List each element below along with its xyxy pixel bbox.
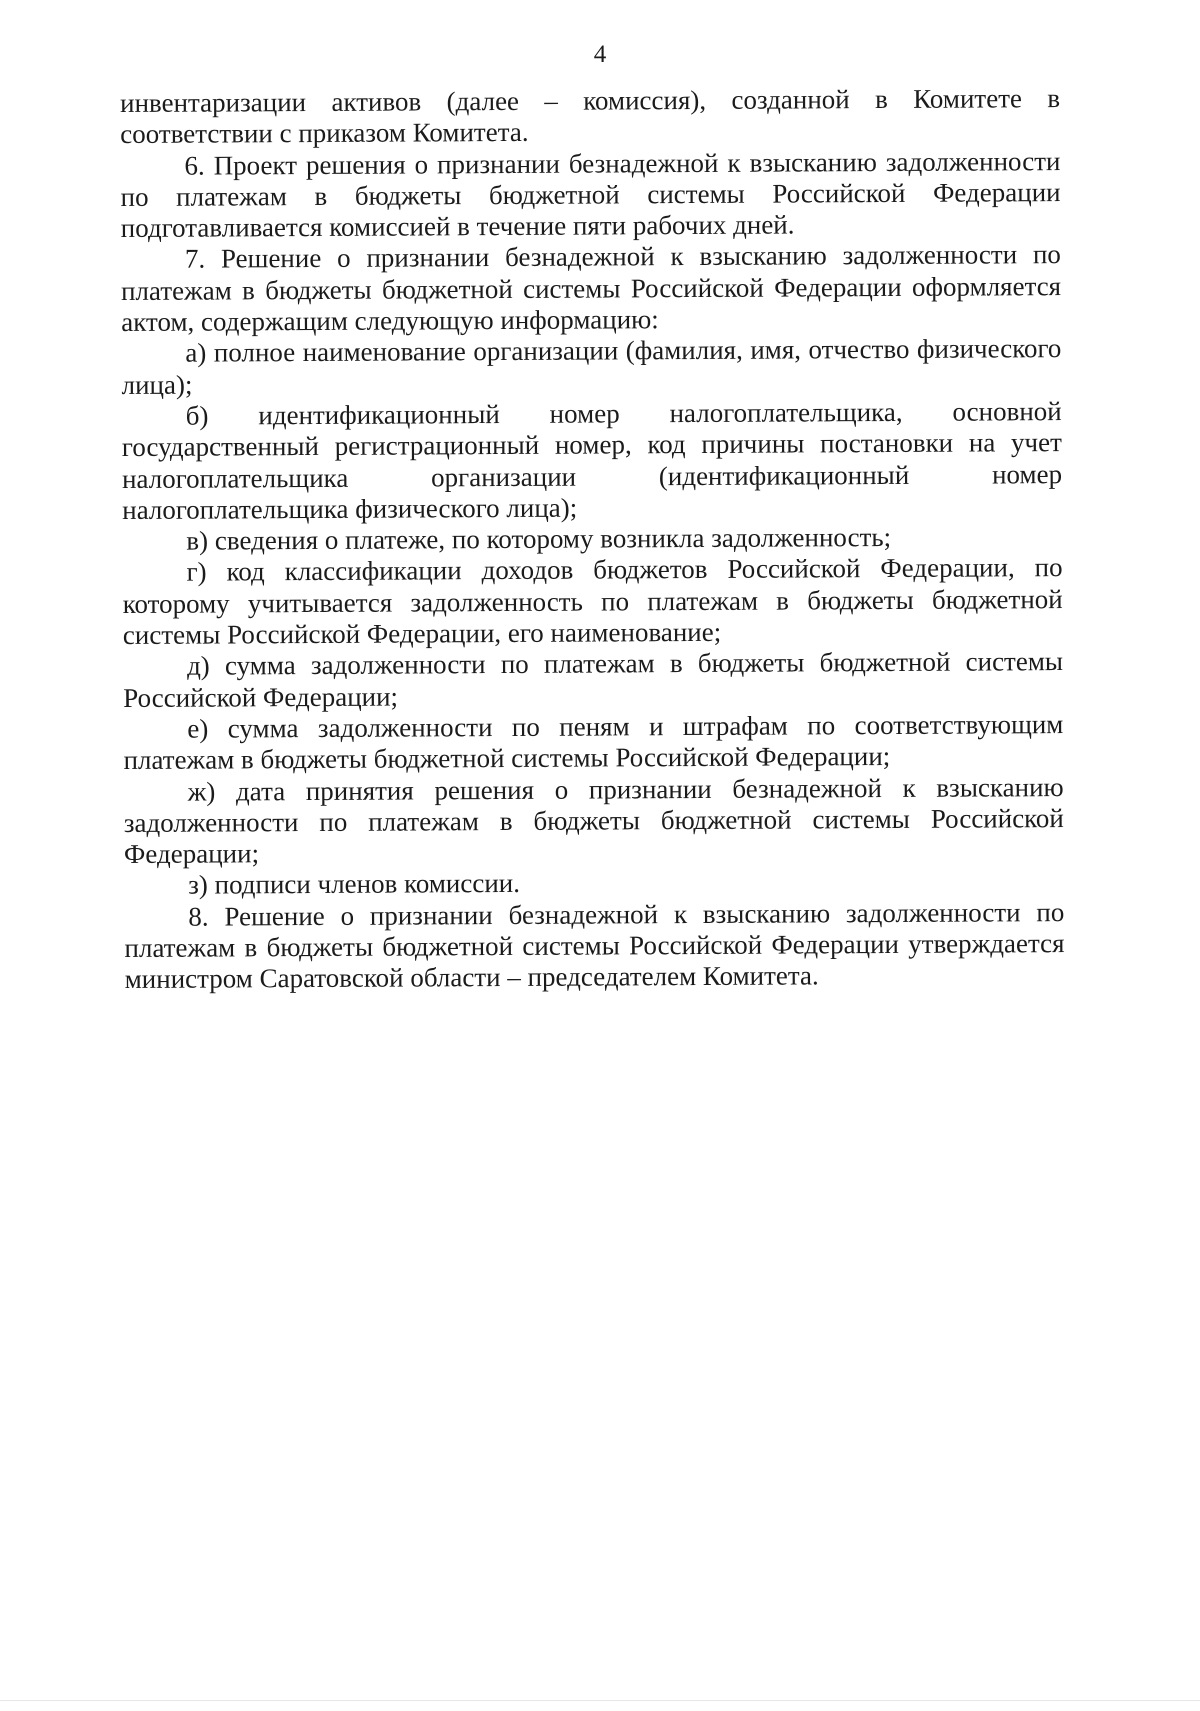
paragraph-6: 6. Проект решения о признании безнадежной к взысканию задолженности по платежам в бюджеты бюджетной системы Российской Федерации подготавливается комиссией в течение пяти рабочих дней. bbox=[120, 145, 1061, 244]
list-item-b: б) идентификационный номер налогоплательщика, основной государственный регистрационный номер, код причины постановки на учет налогоплательщика организации (идентификационный номер налогоплательщика физического лица); bbox=[121, 396, 1063, 525]
list-item-a: а) полное наименование организации (фамилия, имя, отчество физического лица); bbox=[121, 333, 1062, 400]
paragraph-8: 8. Решение о признании безнадежной к взысканию задолженности по платежам в бюджеты бюджетной системы Российской Федерации утверждается министром Саратовской области – председателем Комитета. bbox=[124, 896, 1065, 995]
list-item-zh: ж) дата принятия решения о признании безнадежной к взысканию задолженности по платежам в бюджеты бюджетной системы Российской Федерации; bbox=[123, 771, 1064, 870]
document-body bbox=[120, 83, 1065, 996]
page-number: 4 bbox=[593, 41, 607, 68]
list-item-z: з) подписи членов комиссии. bbox=[188, 868, 521, 901]
paragraph-continuation: инвентаризации активов (далее – комиссия), созданной в Комитете в соответствии с приказом Комитета. bbox=[120, 83, 1061, 150]
list-item-v: в) сведения о платеже, по которому возникла задолженность; bbox=[186, 522, 892, 556]
list-item-e: е) сумма задолженности по пеням и штрафам по соответствующим платежам в бюджеты бюджетной системы Российской Федерации; bbox=[123, 709, 1064, 776]
scan-edge-line bbox=[0, 1700, 1200, 1701]
list-item-d: д) сумма задолженности по платежам в бюджеты бюджетной системы Российской Федерации; bbox=[123, 646, 1064, 713]
paragraph-7: 7. Решение о признании безнадежной к взысканию задолженности по платежам в бюджеты бюджетной системы Российской Федерации оформляется актом, содержащим следующую информацию: bbox=[120, 239, 1062, 338]
list-item-g: г) код классификации доходов бюджетов Российской Федерации, по которому учитывается задолженность по платежам в бюджеты бюджетной системы Российской Федерации, его наименование; bbox=[122, 552, 1063, 651]
